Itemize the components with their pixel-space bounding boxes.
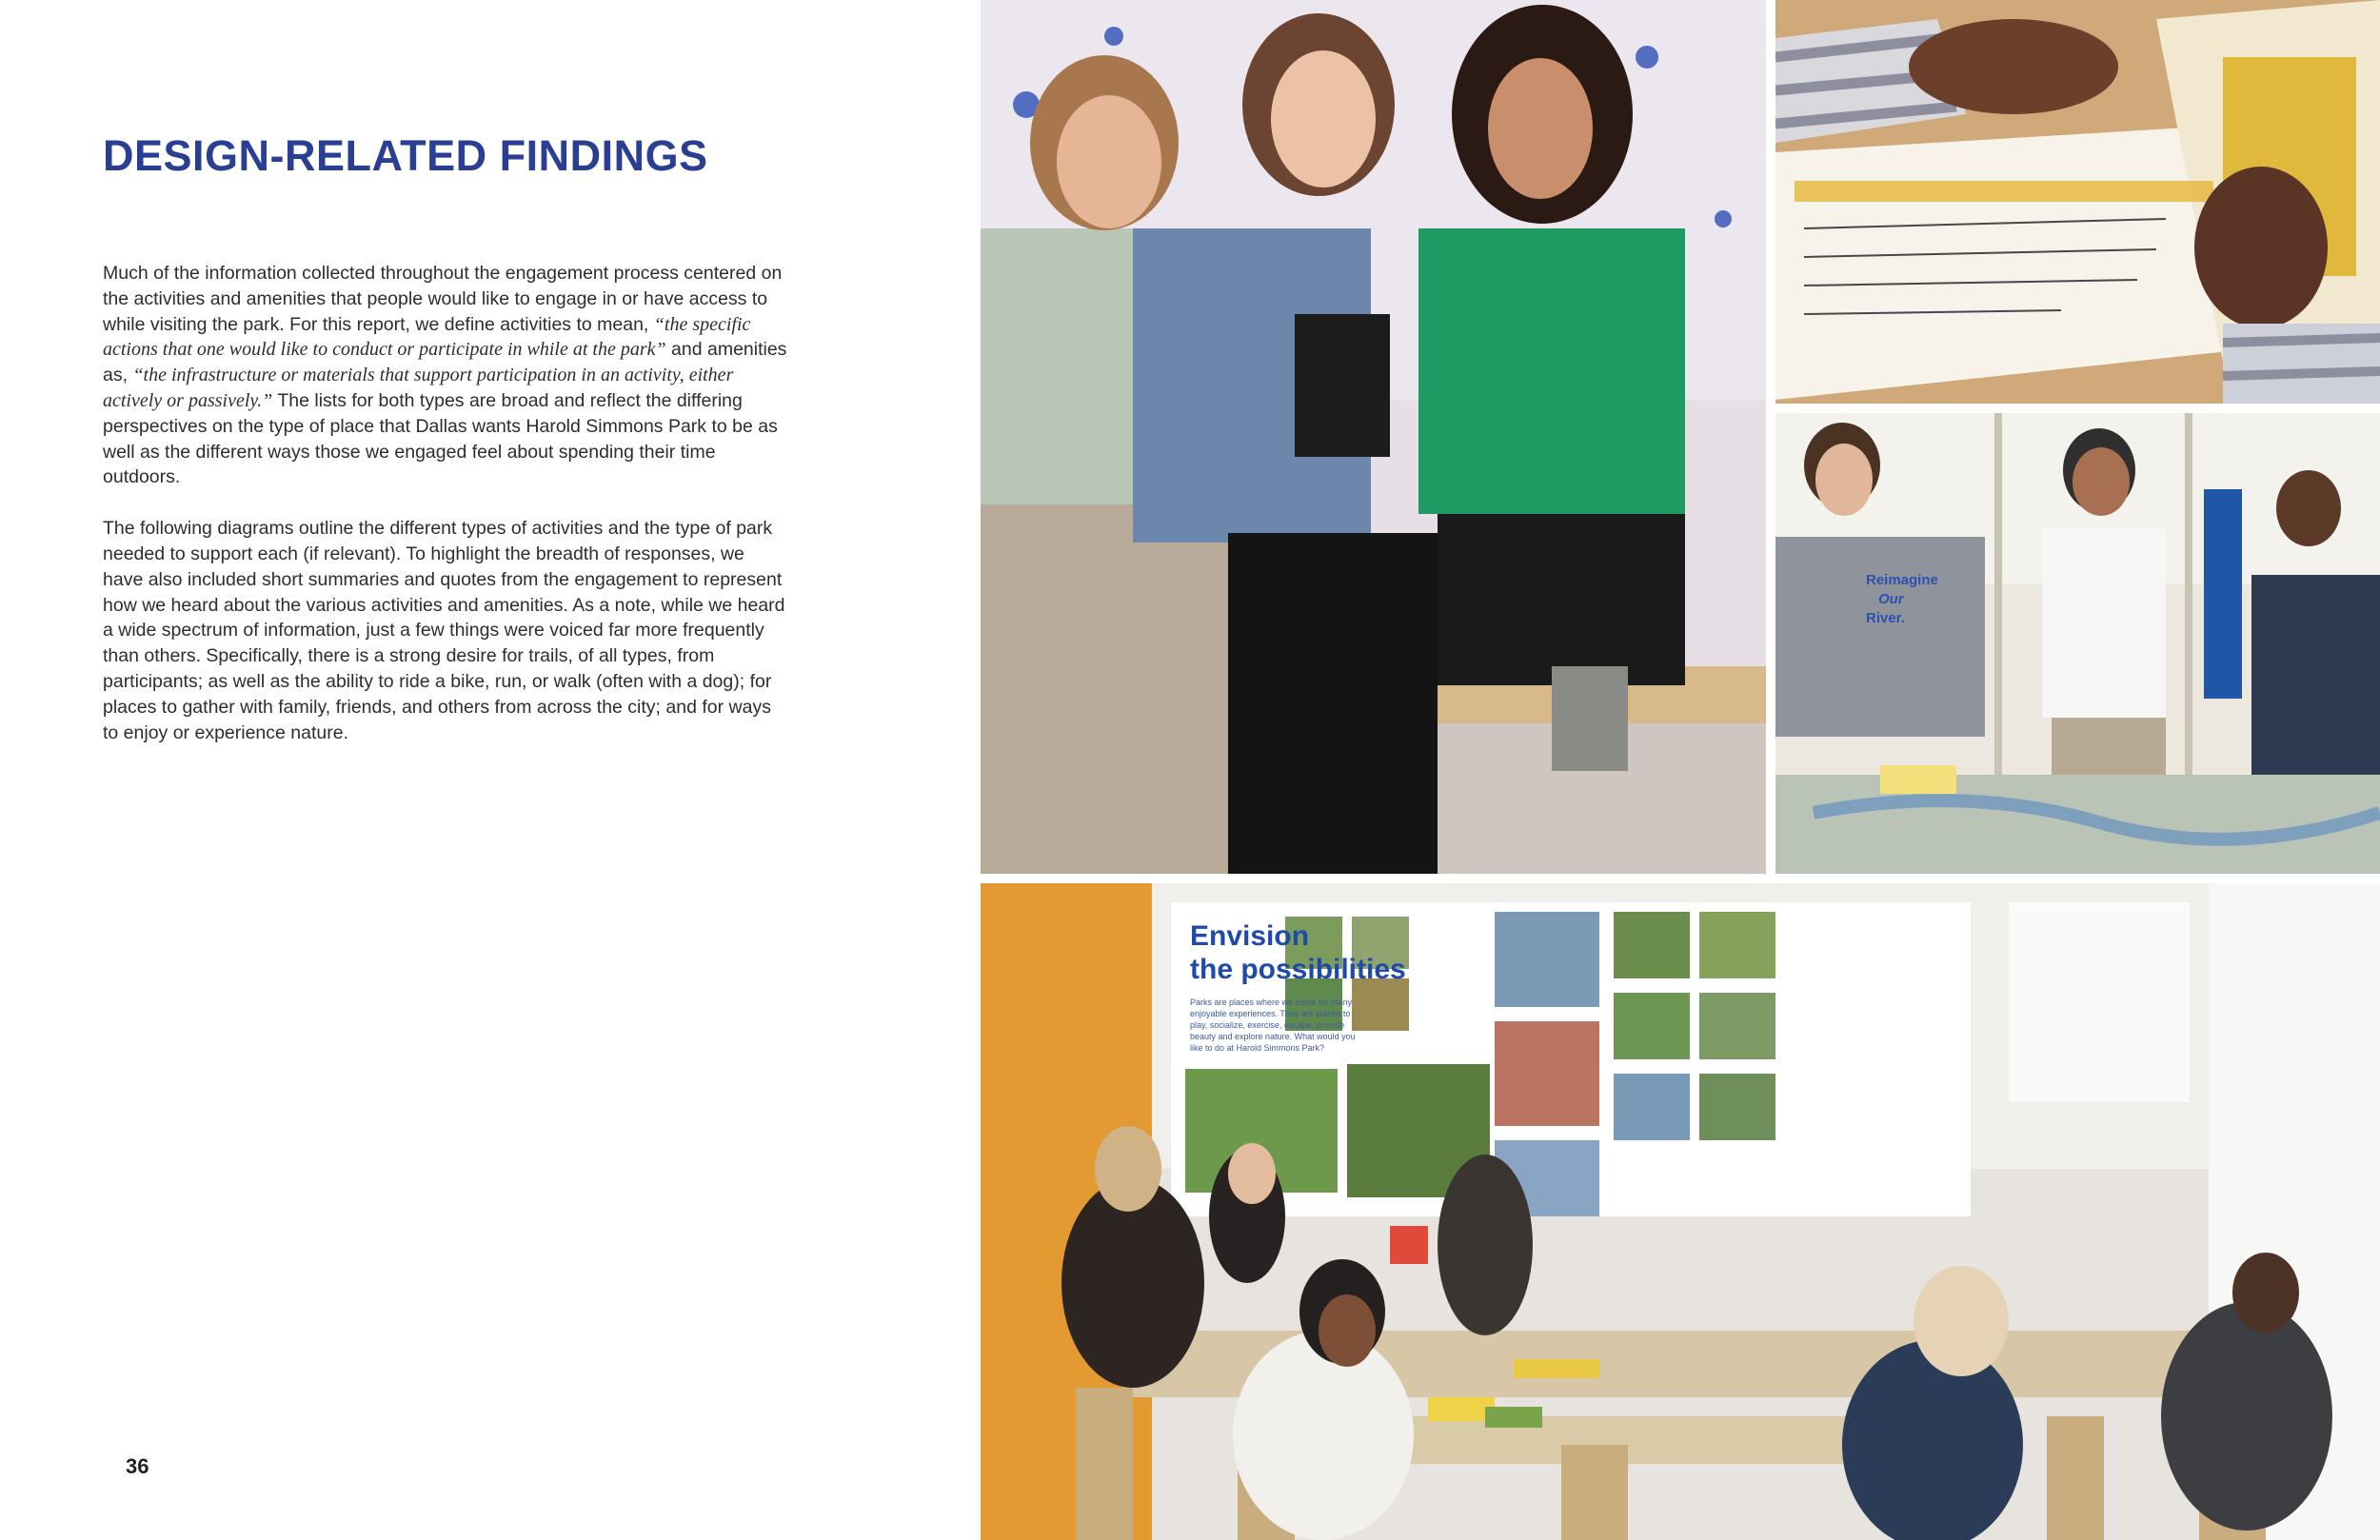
shirt-text-line-2: Our: [1878, 591, 1904, 607]
photo-writing-workbook: [1775, 0, 2380, 404]
photo-map-table: [1775, 413, 2380, 874]
shirt-text-line-3: River.: [1866, 610, 1905, 626]
page-title: DESIGN-RELATED FINDINGS: [103, 131, 708, 180]
activities-definition-quote: “the specific actions that one would like to conduct or participate in while at the park”: [103, 313, 751, 361]
paragraph-1: [103, 261, 788, 490]
shirt-text-line-1: Reimagine: [1866, 572, 1938, 588]
sign-body-line-5: like to do at Harold Simmons Park?: [1190, 1043, 1325, 1053]
sign-body-line-1: Parks are places where we come for many: [1190, 997, 1353, 1007]
paragraph-1-ending: The lists for both types are broad and reflect the differing perspectives on the type of place that Dallas wants Harold Simmons Park to be as well as the different ways those we engaged feel about spending their time outdoors.: [103, 389, 778, 488]
sign-body-line-3: play, socialize, exercise, escape, provide: [1190, 1020, 1345, 1030]
amenities-definition-quote: “the infrastructure or materials that support participation in an activity, either actively or passively.”: [103, 365, 734, 411]
sign-body-line-4: beauty and explore nature. What would you: [1190, 1032, 1356, 1041]
photo-workshop-room: [981, 883, 2380, 1540]
page-number: 36: [126, 1454, 149, 1478]
body-text: [103, 261, 788, 771]
sign-title-line-2: the possibilities: [1190, 954, 1406, 985]
paragraph-2: The following diagrams outline the different types of activities and the type of park needed to support each (if relevant). To highlight the breadth of responses, we have also included short summaries and quotes from the engagement to represent how we heard about the various activities and amenities. As a note, while we heard a wide spectrum of information, just a few things were voiced far more frequently than others. Specifically, there is a strong desire for trails, of all types, from participants; as well as the ability to ride a bike, run, or walk (often with a dog); for places to gather with family, friends, and others from across the city; and for ways to enjoy or experience nature.: [103, 518, 785, 743]
paragraph-1-intro: Much of the information collected throughout the engagement process centered on the activities and amenities that people would like to engage in or have access to while visiting the park. For this report, we define activities to mean,: [103, 263, 783, 335]
sign-title-line-1: Envision: [1190, 920, 1310, 952]
paragraph-1-middle: and amenities as,: [103, 339, 787, 386]
photo-three-women: [981, 0, 1766, 874]
sign-body-line-2: enjoyable experiences. They are places to: [1190, 1009, 1351, 1018]
text-page: [0, 0, 981, 1540]
